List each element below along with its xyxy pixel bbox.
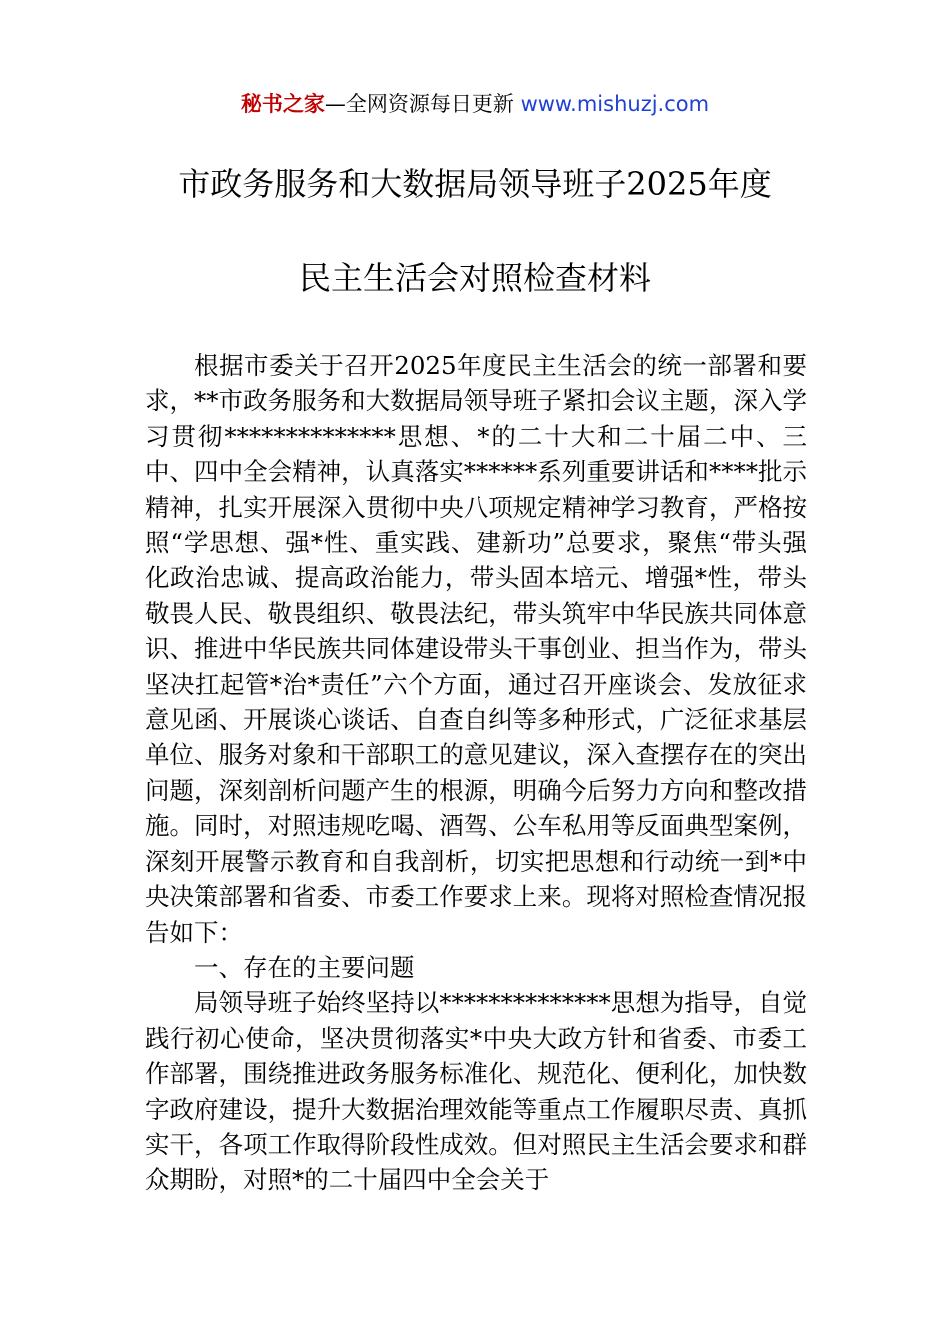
document-title-line-1: 市政务服务和大数据局领导班子2025年度 xyxy=(178,165,772,203)
section-heading-main-problems: 一、存在的主要问题 xyxy=(194,952,415,982)
paragraph-problems: 局领导班子始终坚持以**************思想为指导，自觉践行初心使命，坚决贯彻落实*中央大政方针和省委、市委工作部署，围绕推进政务服务标准化、规范化、便利化，加快数字政府建设，提升大数据治理效能等重点工作履职尽责、真抓实干，各项工作取得阶段性成效。但对照民主生活会要求和群众期盼，对照*的二十届四中全会关于 xyxy=(145,988,807,1195)
site-url-link[interactable]: www.mishuzj.com xyxy=(520,92,710,116)
document-body xyxy=(145,348,807,1198)
document-title-line-2: 民主生活会对照检查材料 xyxy=(298,259,651,297)
paragraph-intro: 根据市委关于召开2025年度民主生活会的统一部署和要求，**市政务服务和大数据局领导班子紧扣会议主题，深入学习贯彻**************思想、*的二十大和二十届二中、三中、四中全会精神，认真落实******系列重要讲话和****批示精神，扎实开展深入贯彻中央八项规定精神学习教育，严格按照“学思想、强*性、重实践、建新功”总要求，聚焦“带头强化政治忠诚、提高政治能力，带头固本培元、增强*性，带头敬畏人民、敬畏组织、敬畏法纪，带头筑牢中华民族共同体意识、推进中华民族共同体建设带头干事创业、担当作为，带头坚决扛起管*治*责任”六个方面，通过召开座谈会、发放征求意见函、开展谈心谈话、自查自纠等多种形式，广泛征求基层单位、服务对象和干部职工的意见建议，深入查摆存在的突出问题，深刻剖析问题产生的根源，明确今后努力方向和整改措施。同时，对照违规吃喝、酒驾、公车私用等反面典型案例，深刻开展警示教育和自我剖析，切实把思想和行动统一到*中央决策部署和省委、市委工作要求上来。现将对照检查情况报告如下： xyxy=(145,351,807,947)
site-tagline: —全网资源每日更新 xyxy=(324,92,521,116)
site-header xyxy=(0,86,950,122)
site-name: 秘书之家 xyxy=(240,92,325,116)
